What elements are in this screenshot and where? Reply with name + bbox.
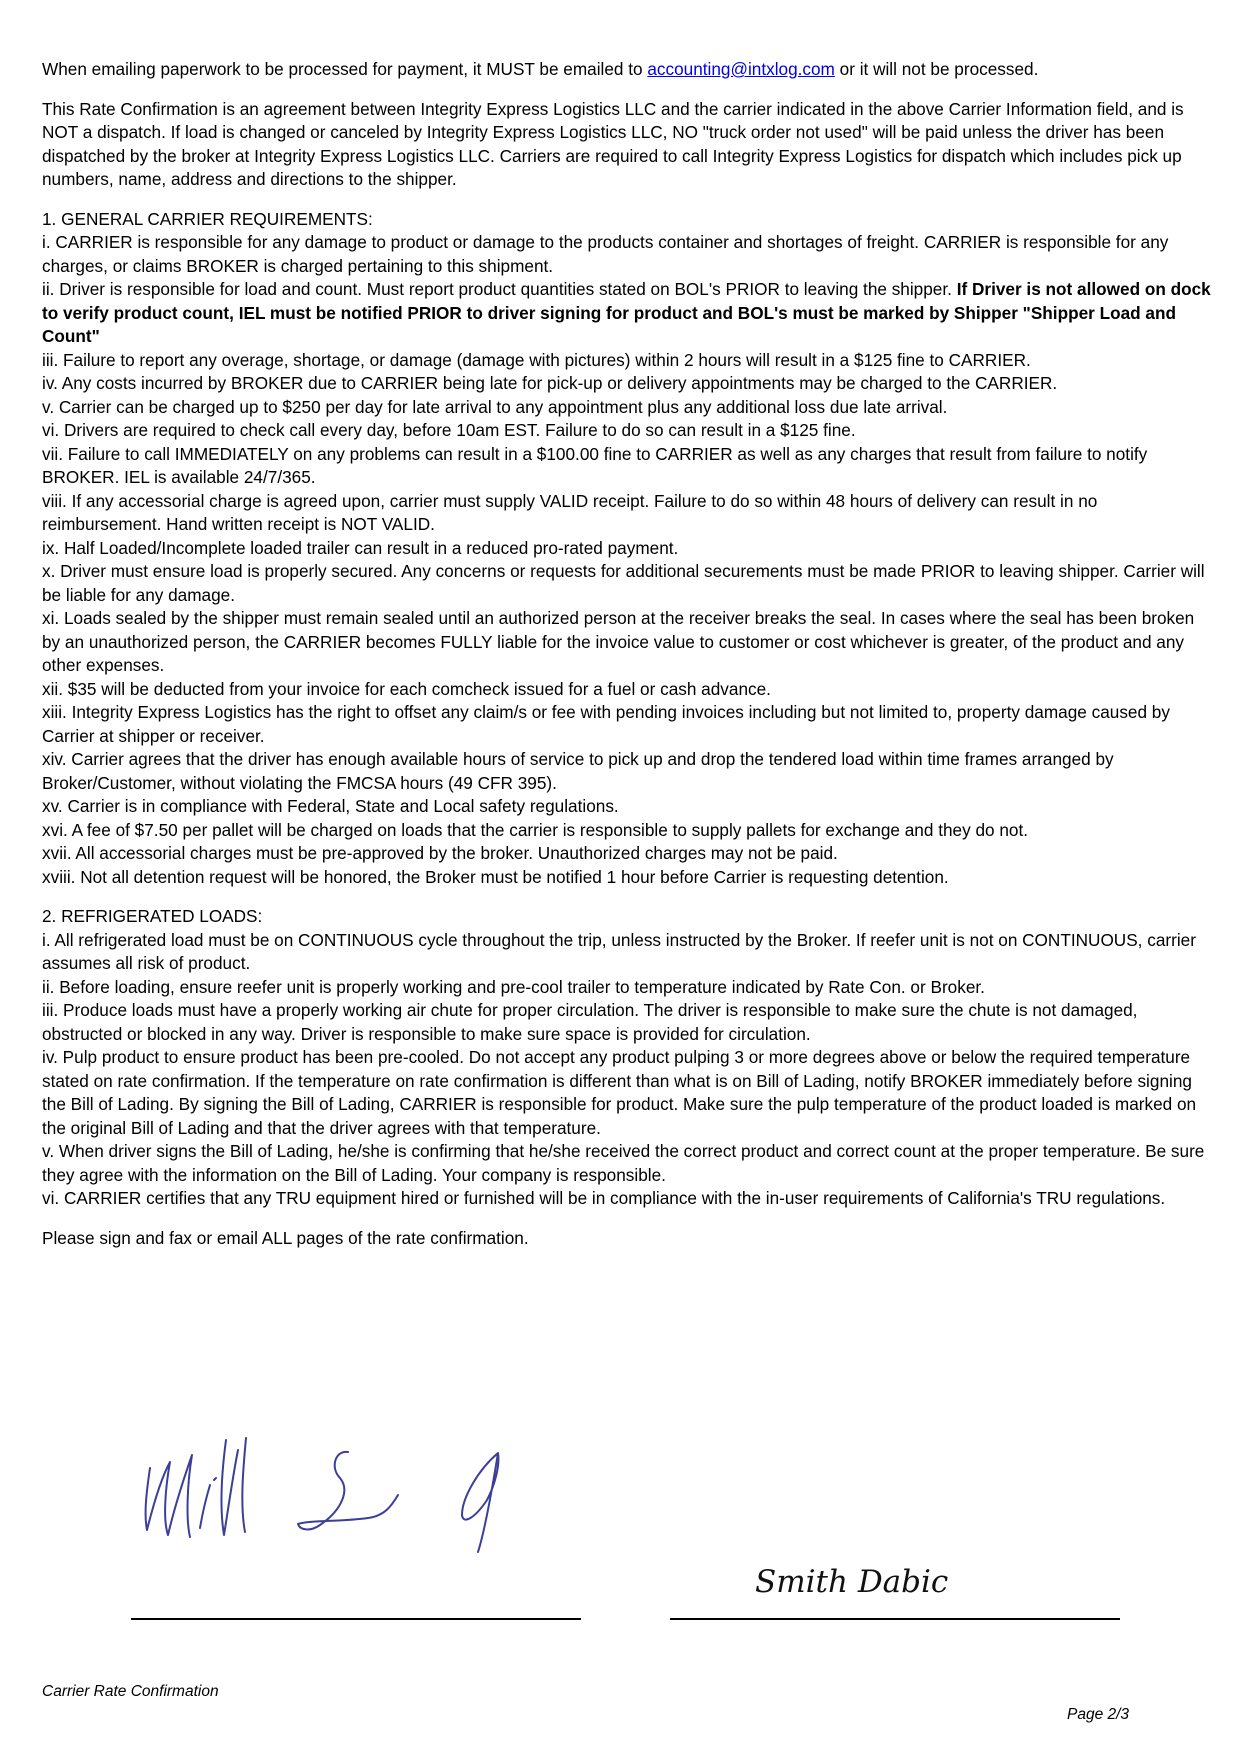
general-item: viii. If any accessorial charge is agreed upon, carrier must supply VALID receipt. Failure to do so within 48 hours of delivery can result in no reimbursement. Hand written receipt is NOT VALID. [42, 490, 1098, 534]
general-item: xviii. Not all detention request will be honored, the Broker must be notified 1 hour before Carrier is requesting detention. [42, 866, 949, 887]
agreement-paragraph: This Rate Confirmation is an agreement between Integrity Express Logistics LLC and the carrier indicated in the above Carrier Information field, and is NOT a dispatch. If load is changed or canceled by Integrity Express Logistics LLC, NO "truck order not used" will be paid unless the driver has been dispatched by the broker at Integrity Express Logistics LLC. Carriers are required to call Integrity Express Logistics for dispatch which includes pick up numbers, name, address and directions to the shipper. [42, 98, 1184, 189]
general-item: v. Carrier can be charged up to $250 per day for late arrival to any appointment plus any additional loss due late arrival. [42, 396, 948, 417]
general-item-ii-bold: If Driver is not allowed on dock to verify product count, IEL must be notified PRIOR to driver signing for product and BOL's must be marked by Shipper "Shipper Load and Count" [42, 279, 1211, 346]
general-item-i: i. CARRIER is responsible for any damage to product or damage to the products container and shortages of freight. CARRIER is responsible for any charges, or claims BROKER is charged pertaining to this shipment. [42, 232, 1169, 276]
refrigerated-item: i. All refrigerated load must be on CONTINUOUS cycle throughout the trip, unless instructed by the Broker. If reefer unit is not on CONTINUOUS, carrier assumes all risk of product. [42, 929, 1196, 973]
general-item: iii. Failure to report any overage, shortage, or damage (damage with pictures) within 2 hours will result in a $125 fine to CARRIER. [42, 349, 1031, 370]
general-item: xi. Loads sealed by the shipper must remain sealed until an authorized person at the receiver breaks the seal. In cases where the seal has been broken by an unauthorized person, the CARRIER becomes FULLY liable for the invoice value to customer or cost whichever is greater, of the product and any other expenses. [42, 608, 1195, 675]
email-notice-suffix: or it will not be processed. [834, 59, 1039, 79]
handwritten-signature-1 [146, 1438, 499, 1552]
footer-page-number: Page 2/3 [1067, 1706, 1130, 1723]
refrigerated-item: ii. Before loading, ensure reefer unit is properly working and pre-cool trailer to temperature indicated by Rate Con. or Broker. [42, 976, 985, 997]
refrigerated-item: vi. CARRIER certifies that any TRU equipment hired or furnished will be in compliance with the in-user requirements of California's TRU regulations. [42, 1188, 1166, 1208]
general-item: ix. Half Loaded/Incomplete loaded trailer can result in a reduced pro-rated payment. [42, 537, 679, 558]
general-item: xvi. A fee of $7.50 per pallet will be charged on loads that the carrier is responsible to supply pallets for exchange and they do not. [42, 819, 1029, 840]
general-item-ii-text: ii. Driver is responsible for load and count. Must report product quantities stated on BOL's PRIOR to leaving the shipper. [42, 279, 957, 299]
signature-line-left [131, 1618, 581, 1620]
general-item: vi. Drivers are required to check call every day, before 10am EST. Failure to do so can result in a $125 fine. [42, 420, 856, 440]
footer-document-title: Carrier Rate Confirmation [42, 1683, 219, 1700]
refrigerated-loads-heading: 2. REFRIGERATED LOADS: [42, 906, 263, 926]
general-item: xiv. Carrier agrees that the driver has enough available hours of service to pick up and drop the tendered load within time frames arranged by Broker/Customer, without violating the FMCSA hours (49 CFR 395). [42, 749, 1114, 793]
general-item: xiii. Integrity Express Logistics has the right to offset any claim/s or fee with pending invoices including but not limited to, property damage caused by Carrier at shipper or receiver. [42, 702, 1170, 746]
general-item: vii. Failure to call IMMEDIATELY on any problems can result in a $100.00 fine to CARRIER as well as any charges that result from failure to notify BROKER. IEL is available 24/7/365. [42, 443, 1148, 487]
general-item: xv. Carrier is in compliance with Federal, State and Local safety regulations. [42, 796, 619, 816]
accounting-email-link[interactable]: accounting@intxlog.com [647, 59, 835, 79]
closing-instruction: Please sign and fax or email ALL pages of the rate confirmation. [42, 1227, 529, 1248]
refrigerated-item: v. When driver signs the Bill of Lading, he/she is confirming that he/she received the correct product and correct count at the proper temperature. Be sure they agree with the information on the Bill of Lading. Your company is responsible. [42, 1141, 1205, 1185]
general-item: x. Driver must ensure load is properly secured. Any concerns or requests for additional securements must be made PRIOR to leaving shipper. Carrier will be liable for any damage. [42, 561, 1205, 605]
handwritten-signature-2: Smith Dabic [755, 1564, 949, 1600]
refrigerated-item: iv. Pulp product to ensure product has been pre-cooled. Do not accept any product pulping 3 or more degrees above or below the required temperature stated on rate confirmation. If the temperature on rate confirmation is different than what is on Bill of Lading, notify BROKER immediately before signing the Bill of Lading. By signing the Bill of Lading, CARRIER is responsible for product. Make sure the pulp temperature of the product loaded is marked on the original Bill of Lading and that the driver agrees with that temperature. [42, 1047, 1197, 1138]
general-requirements-heading: 1. GENERAL CARRIER REQUIREMENTS: [42, 208, 373, 229]
refrigerated-item: iii. Produce loads must have a properly working air chute for proper circulation. The driver is responsible to make sure the chute is not damaged, obstructed or blocked in any way. Driver is responsible to make sure space is provided for circulation. [42, 1000, 1138, 1044]
signature-line-right [670, 1618, 1120, 1620]
general-item: iv. Any costs incurred by BROKER due to CARRIER being late for pick-up or delivery appointments may be charged to the CARRIER. [42, 373, 1058, 393]
email-notice-text: When emailing paperwork to be processed for payment, it MUST be emailed to [42, 59, 648, 79]
general-item: xvii. All accessorial charges must be pre-approved by the broker. Unauthorized charges may not be paid. [42, 843, 838, 863]
general-item: xii. $35 will be deducted from your invoice for each comcheck issued for a fuel or cash advance. [42, 678, 771, 699]
